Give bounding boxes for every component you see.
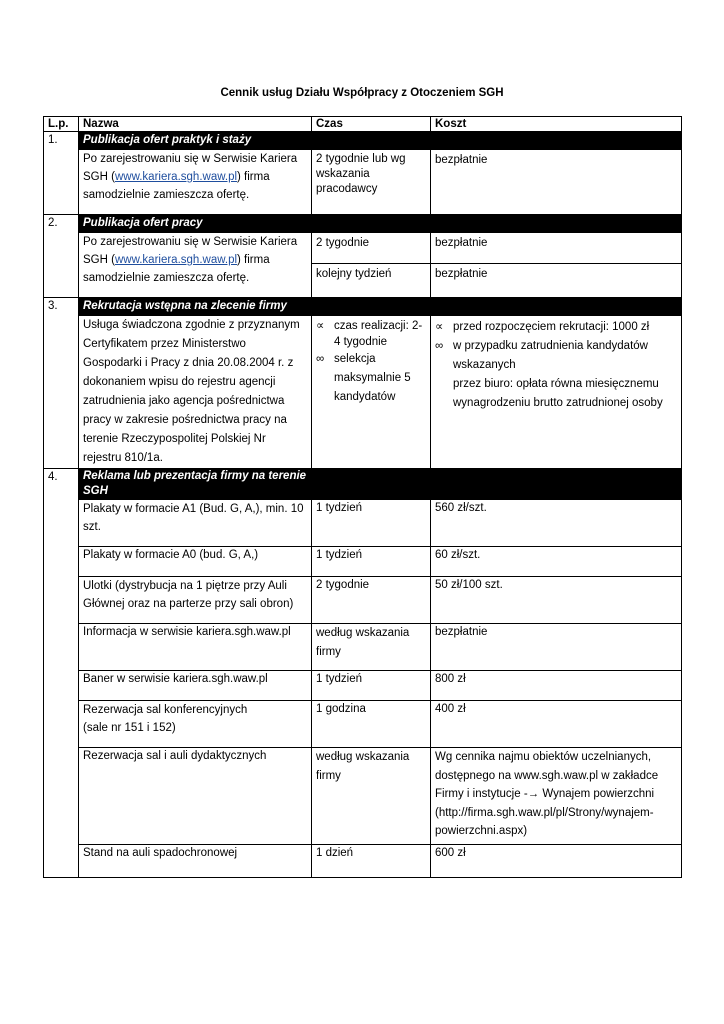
infinity-icon: ∞ <box>435 340 444 352</box>
row-cost: Wg cennika najmu obiektów uczelnianych, dostępnego na www.sgh.waw.pl w zakładce Firmy i instytucje -→ Wynajem powierzchni (http://firma.sgh.waw.pl/pl/Strony/wynajem-powierzchni.aspx) <box>431 748 682 845</box>
table-header <box>44 117 682 132</box>
table-row <box>44 671 682 701</box>
row-name: Plakaty w formacie A0 (bud. G, A,) <box>79 547 312 577</box>
section-2-heading: Publikacja ofert pracy <box>79 215 312 233</box>
row-time: 1 tydzień <box>312 671 431 701</box>
proportional-icon: ∝ <box>435 321 444 333</box>
price-table <box>43 116 682 878</box>
row-time: według wskazania firmy <box>312 624 431 671</box>
proportional-icon: ∝ <box>316 320 325 332</box>
section-4-heading: Reklama lub prezentacja firmy na terenie SGH <box>79 469 312 500</box>
row-name: Plakaty w formacie A1 (Bud. G, A,), min. 10 szt. <box>79 500 312 547</box>
row-cost: 560 zł/szt. <box>431 500 682 547</box>
section-1-number: 1. <box>44 132 79 215</box>
section-1-heading-row <box>44 132 682 150</box>
header-name: Nazwa <box>79 117 312 132</box>
section-2-time-1: 2 tygodnie <box>312 233 431 264</box>
row-cost: 50 zł/100 szt. <box>431 577 682 624</box>
section-2-number: 2. <box>44 215 79 298</box>
row-cost: bezpłatnie <box>431 624 682 671</box>
table-row <box>44 500 682 547</box>
row-name: Stand na auli spadochronowej <box>79 845 312 878</box>
table-row <box>44 701 682 748</box>
section-3-number: 3. <box>44 298 79 469</box>
section-3-description: Usługa świadczona zgodnie z przyznanym Certyfikatem przez Ministerstwo Gospodarki i Pracy z dnia 20.08.2004 r. z dokonaniem wpisu do rejestru agencji zatrudnienia jako agencja pośrednictwa pracy w zakresie pośrednictwa pracy na terenie Rzeczypospolitej Polskiej Nr rejestru 810/1a. <box>79 316 312 469</box>
section-4-heading-row <box>44 469 682 500</box>
row-name: Ulotki (dystrybucja na 1 piętrze przy Auli Głównej oraz na parterze przy sali obron) <box>79 577 312 624</box>
table-row <box>44 845 682 878</box>
table-row <box>44 577 682 624</box>
section-2-cost-2: bezpłatnie <box>431 264 682 298</box>
row-time: 1 tydzień <box>312 547 431 577</box>
section-1-time: 2 tygodnie lub wg wskazania pracodawcy <box>312 150 431 215</box>
section-2-cost-1: bezpłatnie <box>431 233 682 264</box>
section-3-cost: ∝ przed rozpoczęciem rekrutacji: 1000 zł ∞ w przypadku zatrudnienia kandydatów wskazanych przez biuro: opłata równa miesięcznemu wynagrodzeniu brutto zatrudnionej osoby <box>431 316 682 469</box>
infinity-icon: ∞ <box>316 353 325 365</box>
section-3-time: ∝ czas realizacji: 2-4 tygodnie ∞ selekcja maksymalnie 5 kandydatów <box>312 316 431 469</box>
row-time: 1 godzina <box>312 701 431 748</box>
row-cost: 600 zł <box>431 845 682 878</box>
row-time: 2 tygodnie <box>312 577 431 624</box>
row-cost: 60 zł/szt. <box>431 547 682 577</box>
section-1-heading: Publikacja ofert praktyk i staży <box>79 132 312 150</box>
header-time: Czas <box>312 117 431 132</box>
row-name: Rezerwacja sal konferencyjnych (sale nr 151 i 152) <box>79 701 312 748</box>
kariera-link[interactable]: www.kariera.sgh.waw.pl <box>114 171 238 183</box>
section-2-heading-row <box>44 215 682 233</box>
row-time: według wskazania firmy <box>312 748 431 845</box>
row-name: Baner w serwisie kariera.sgh.waw.pl <box>79 671 312 701</box>
page-title: Cennik usług Działu Współpracy z Otoczeniem SGH <box>220 87 504 99</box>
row-cost: 800 zł <box>431 671 682 701</box>
table-row <box>44 150 682 215</box>
section-4-number: 4. <box>44 469 79 878</box>
section-1-cost: bezpłatnie <box>431 150 682 215</box>
table-row <box>44 748 682 845</box>
table-row <box>44 316 682 469</box>
table-row <box>44 624 682 671</box>
header-lp: L.p. <box>44 117 79 132</box>
row-time: 1 tydzień <box>312 500 431 547</box>
table-row <box>44 547 682 577</box>
section-1-description: Po zarejestrowaniu się w Serwisie Kariera SGH (www.kariera.sgh.waw.pl) firma samodzielnie zamieszcza ofertę. <box>79 150 312 215</box>
header-cost: Koszt <box>431 117 682 132</box>
table-row <box>44 233 682 264</box>
section-3-heading: Rekrutacja wstępna na zlecenie firmy <box>79 298 312 316</box>
kariera-link[interactable]: www.kariera.sgh.waw.pl <box>114 254 238 266</box>
row-name: Rezerwacja sal i auli dydaktycznych <box>79 748 312 845</box>
row-time: 1 dzień <box>312 845 431 878</box>
section-2-description: Po zarejestrowaniu się w Serwisie Kariera SGH (www.kariera.sgh.waw.pl) firma samodzielnie zamieszcza ofertę. <box>79 233 312 298</box>
row-name: Informacja w serwisie kariera.sgh.waw.pl <box>79 624 312 671</box>
row-cost: 400 zł <box>431 701 682 748</box>
section-2-time-2: kolejny tydzień <box>312 264 431 298</box>
section-3-heading-row <box>44 298 682 316</box>
